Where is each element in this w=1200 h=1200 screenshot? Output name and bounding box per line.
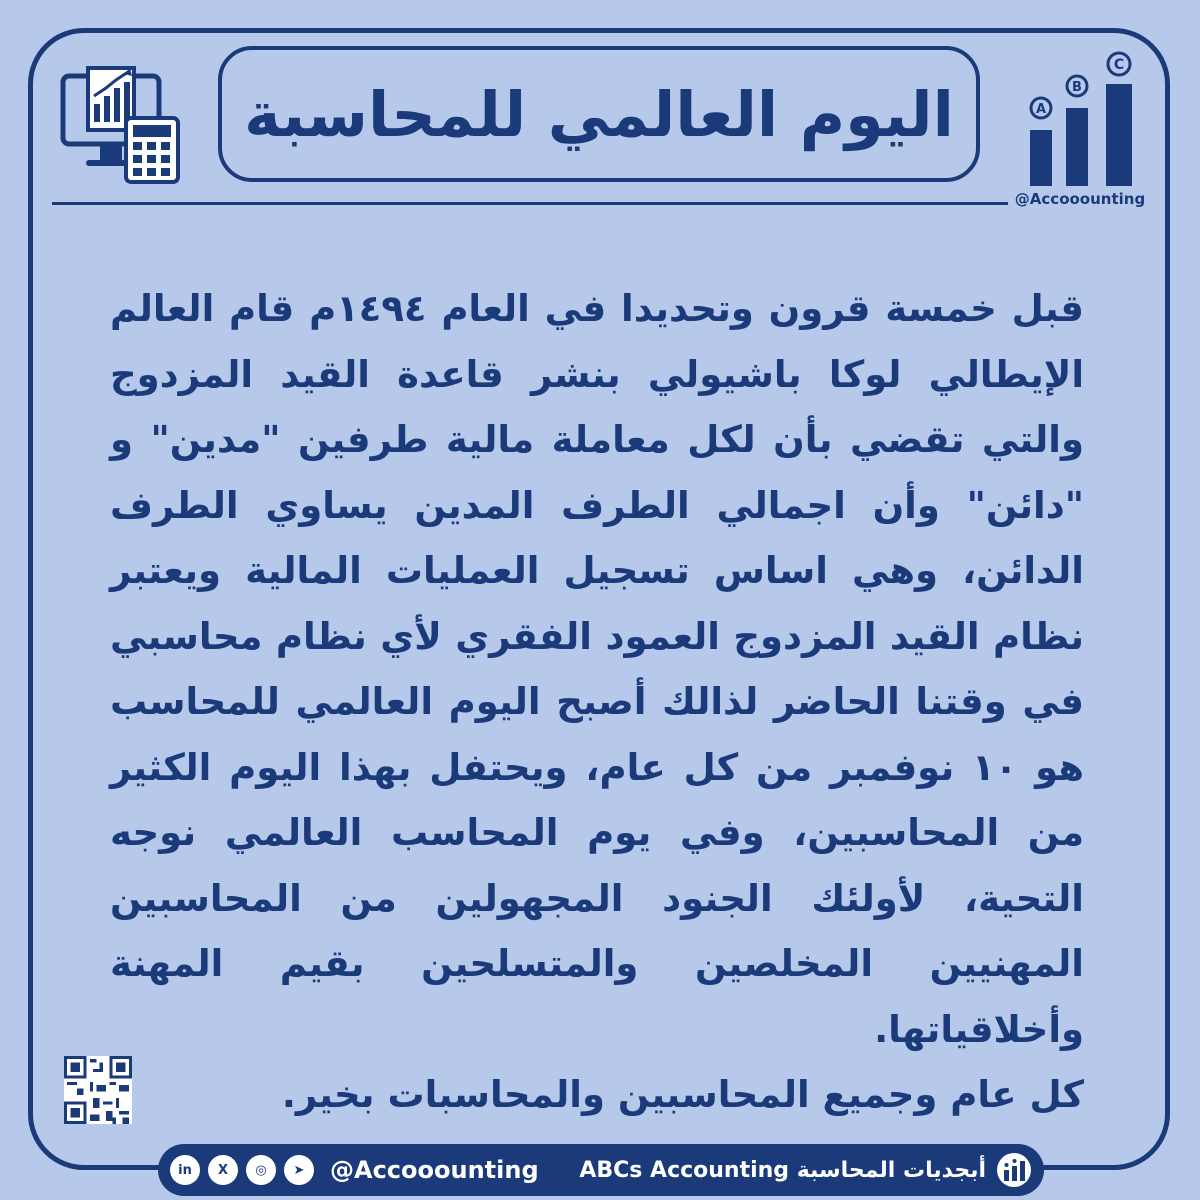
logo-letter-c: C: [1113, 57, 1125, 73]
footer-brand: ABCs Accounting أبجديات المحاسبة: [579, 1157, 986, 1183]
article-body: [110, 276, 1084, 1128]
footer-logo-icon: [996, 1152, 1032, 1188]
footer-bar: [158, 1144, 1044, 1196]
social-links: [170, 1155, 314, 1185]
logo-letter-b: B: [1072, 80, 1082, 95]
qr-code[interactable]: [64, 1056, 132, 1124]
page-title: اليوم العالمي للمحاسبة: [244, 77, 954, 151]
x-icon[interactable]: X: [208, 1155, 238, 1185]
article-closing: كل عام وجميع المحاسبين والمحاسبات بخير.: [281, 1073, 1084, 1116]
linkedin-icon[interactable]: in: [170, 1155, 200, 1185]
instagram-icon[interactable]: ◎: [246, 1155, 276, 1185]
abc-logo-icon: [1020, 50, 1160, 190]
title-box: [218, 46, 980, 182]
header-divider: [52, 202, 1008, 205]
footer-handle[interactable]: @Accooounting: [330, 1156, 539, 1184]
telegram-icon[interactable]: ➤: [284, 1155, 314, 1185]
header-handle: @Accooounting: [1014, 190, 1146, 208]
computer-chart-calculator-icon: [60, 66, 182, 184]
article-paragraph: قبل خمسة قرون وتحديدا في العام ١٤٩٤م قام العالم الإيطالي لوكا باشيولي بنشر قاعدة القيد المزدوج والتي تقضي بأن لكل معاملة مالية طرفين "مدين" و "دائن" وأن اجمالي الطرف المدين يساوي الطرف الدائن، وهي اساس تسجيل العمليات المالية ويعتبر نظام القيد المزدوج العمود الفقري لأي نظام محاسبي في وقتنا الحاضر لذالك أصبح اليوم العالمي للمحاسب هو ١٠ نوفمبر من كل عام، ويحتفل بهذا اليوم الكثير من المحاسبين، وفي يوم المحاسب العالمي نوجه التحية، لأولئك الجنود المجهولين من المحاسبين المهنيين المخلصين والمتسلحين بقيم المهنة وأخلاقياتها.: [110, 287, 1084, 1051]
logo-letter-a: A: [1035, 102, 1047, 117]
